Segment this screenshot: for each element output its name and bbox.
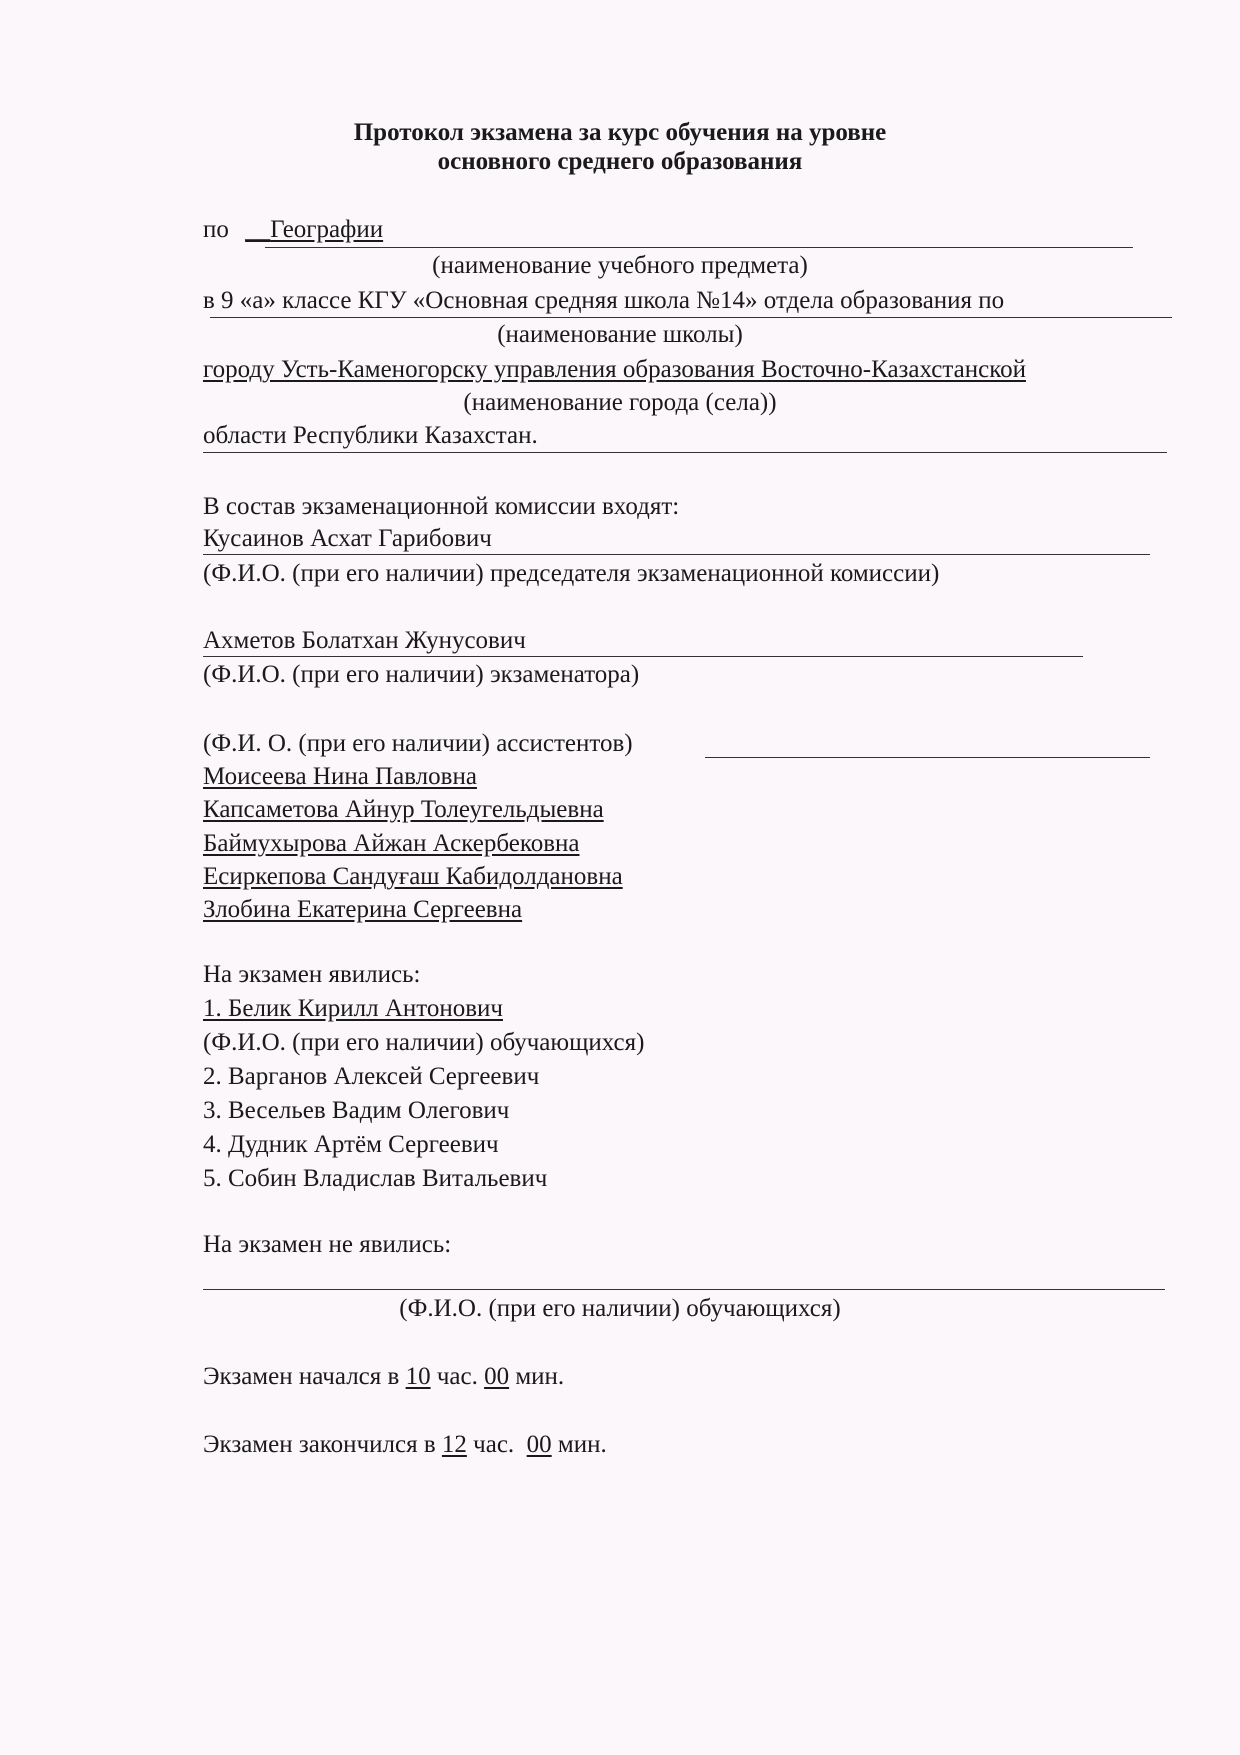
end-prefix: Экзамен закончился в: [203, 1431, 436, 1458]
region-rule: [203, 452, 1167, 453]
start-minute: 00: [484, 1363, 510, 1390]
chairman-caption: (Ф.И.О. (при его наличии) председателя экзаменационной комиссии): [203, 560, 940, 587]
assistant-item: Баймухырова Айжан Аскербековна: [203, 830, 580, 857]
end-hour-unit: час.: [473, 1431, 515, 1458]
assistant-item: Злобина Екатерина Сергеевна: [203, 896, 523, 923]
start-prefix: Экзамен начался в: [203, 1363, 400, 1390]
end-hour: 12: [441, 1431, 467, 1458]
end-minute: 00: [526, 1431, 552, 1458]
student-item: 4. Дудник Артём Сергеевич: [203, 1131, 499, 1158]
examiner-caption: (Ф.И.О. (при его наличии) экзаменатора): [203, 661, 640, 688]
assistants-rule: [705, 757, 1150, 758]
title-line-2: основного среднего образования: [437, 148, 803, 175]
exam-end-line: [203, 1432, 607, 1457]
chairman-name: Кусаинов Асхат Гарибович: [203, 525, 492, 552]
start-hour: 10: [405, 1363, 431, 1390]
commission-heading: В состав экзаменационной комиссии входят:: [203, 493, 680, 520]
students-caption: (Ф.И.О. (при его наличии) обучающихся): [203, 1029, 645, 1056]
city-caption: (наименование города (села)): [463, 389, 777, 416]
student-item: 3. Весельев Вадим Олегович: [203, 1097, 510, 1124]
subject-value: __Географии: [245, 216, 384, 243]
assistants-caption: (Ф.И. О. (при его наличии) ассистентов): [203, 730, 633, 757]
start-hour-unit: час.: [436, 1363, 478, 1390]
student-item: 5. Собин Владислав Витальевич: [203, 1165, 548, 1192]
student-item: 1. Белик Кирилл Антонович: [203, 995, 503, 1022]
examiner-name: Ахметов Болатхан Жунусович: [203, 627, 526, 654]
subject-line: [203, 217, 383, 242]
region-line: области Республики Казахстан.: [203, 422, 538, 449]
subject-rule: [265, 247, 1133, 248]
end-minute-unit: мин.: [557, 1431, 607, 1458]
assistant-item: Капсаметова Айнур Толеугельдыевна: [203, 796, 604, 823]
school-rule: [210, 317, 1172, 318]
present-heading: На экзамен явились:: [203, 961, 421, 988]
absent-caption: (Ф.И.О. (при его наличии) обучающихся): [399, 1295, 841, 1322]
absent-heading: На экзамен не явились:: [203, 1231, 452, 1258]
subject-caption: (наименование учебного предмета): [432, 252, 808, 279]
city-line: городу Усть-Каменогорску управления образования Восточно-Казахстанской: [203, 356, 1026, 383]
student-item: 2. Варганов Алексей Сергеевич: [203, 1063, 540, 1090]
chairman-rule: [203, 554, 1150, 555]
examiner-rule: [203, 656, 1083, 657]
subject-prefix: по: [203, 216, 229, 243]
assistant-item: Есиркепова Сандуғаш Кабидолдановна: [203, 863, 623, 890]
school-caption: (наименование школы): [497, 321, 743, 348]
exam-start-line: [203, 1364, 564, 1389]
absent-rule: [203, 1289, 1165, 1290]
title-line-1: Протокол экзамена за курс обучения на уровне: [353, 119, 887, 146]
assistant-item: Моисеева Нина Павловна: [203, 763, 477, 790]
start-minute-unit: мин.: [515, 1363, 565, 1390]
school-line: в 9 «а» классе КГУ «Основная средняя школа №14» отдела образования по: [203, 287, 1005, 314]
